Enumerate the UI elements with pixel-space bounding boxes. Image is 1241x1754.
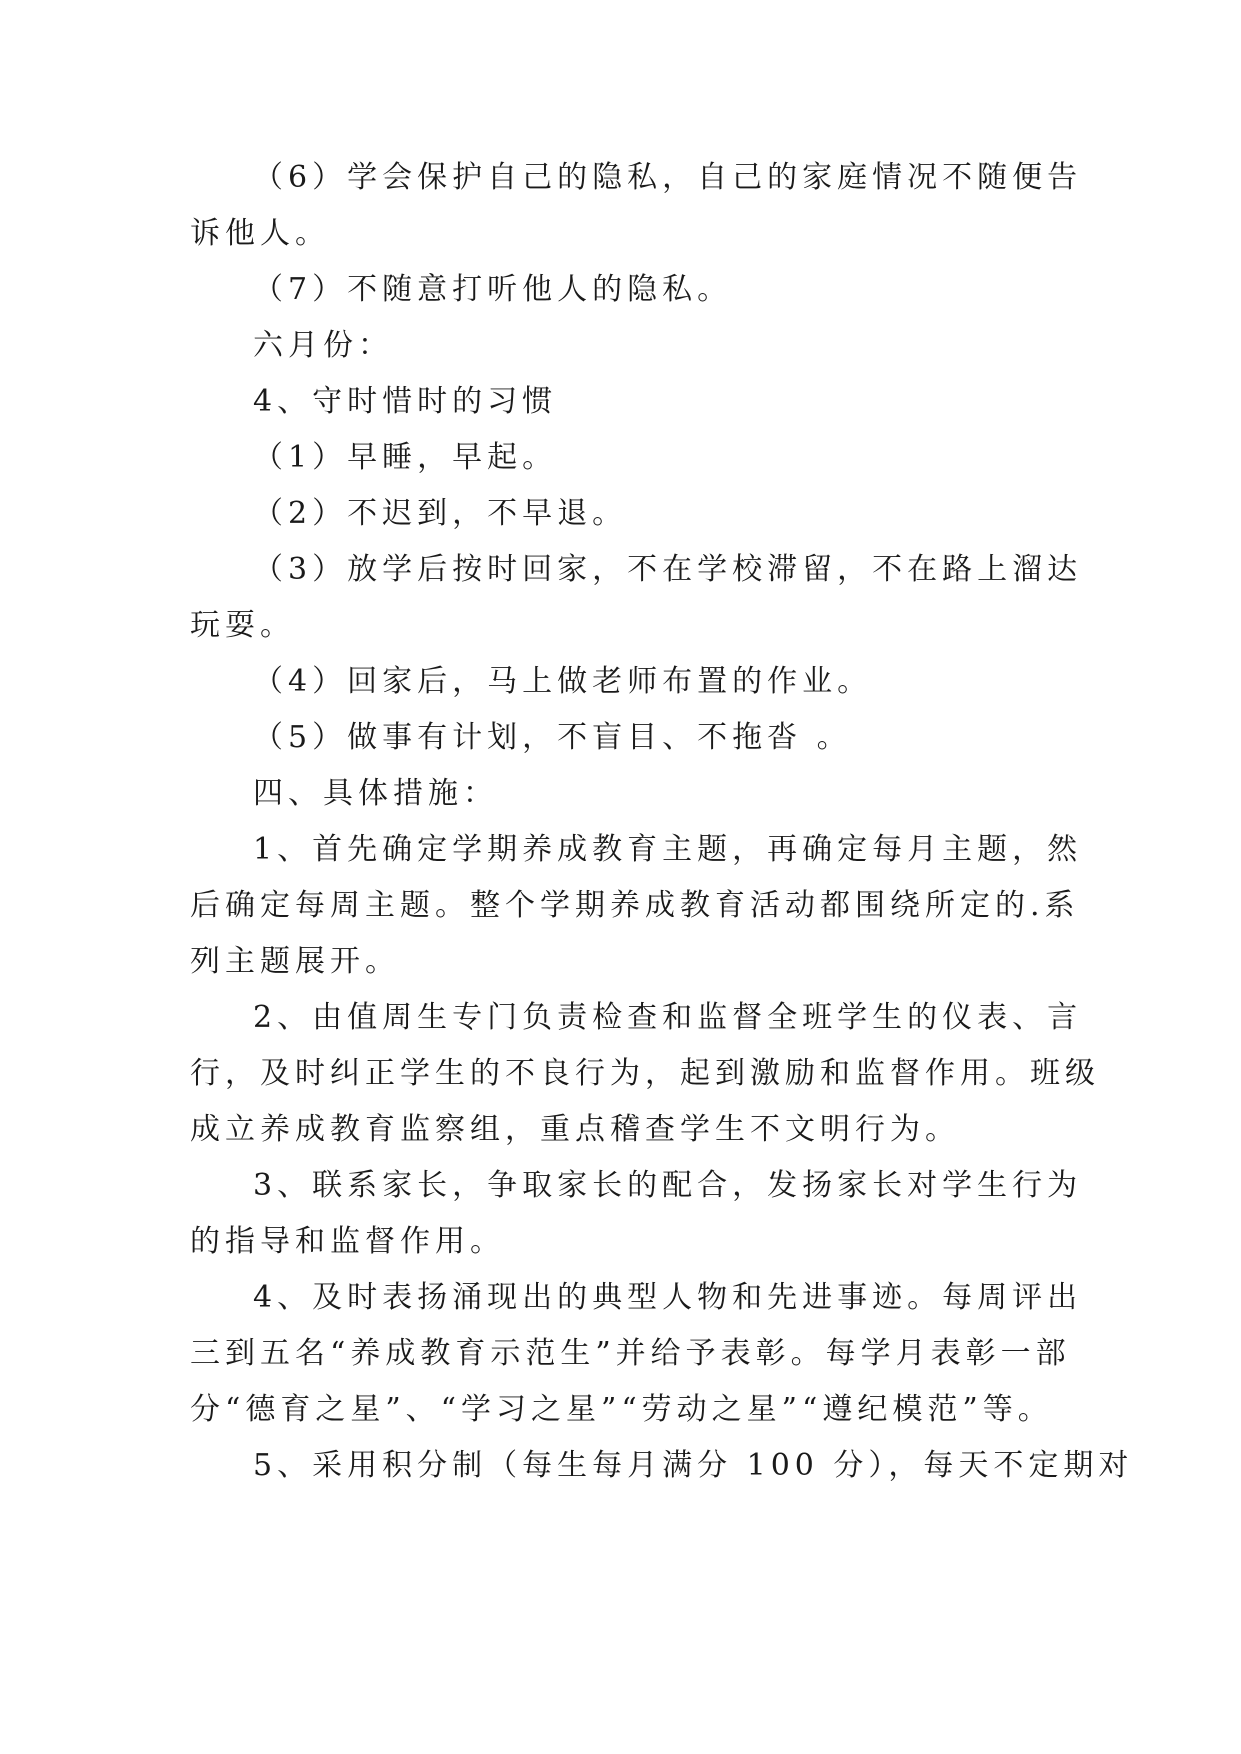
text-line: （4）回家后，马上做老师布置的作业。 (253, 664, 873, 699)
text-line: 六月份： (253, 328, 393, 363)
text-line: 后确定每周主题。整个学期养成教育活动都围绕所定的.系 (190, 888, 1080, 923)
text-line: 成立养成教育监察组，重点稽查学生不文明行为。 (190, 1112, 960, 1147)
text-line: 行，及时纠正学生的不良行为，起到激励和监督作用。班级 (190, 1056, 1100, 1091)
text-line: （1）早睡，早起。 (253, 440, 558, 475)
document-body (190, 150, 1134, 1494)
text-line: 诉他人。 (190, 216, 330, 251)
text-line: 1、首先确定学期养成教育主题，再确定每月主题，然 (253, 832, 1083, 867)
text-line: 4、守时惜时的习惯 (253, 384, 558, 419)
text-line: 玩耍。 (190, 608, 295, 643)
text-line: 5、采用积分制（每生每月满分 100 分），每天不定期对 (253, 1448, 1134, 1483)
text-line: 的指导和监督作用。 (190, 1224, 505, 1259)
text-line: 分“德育之星”、“学习之星”“劳动之星”“遵纪模范”等。 (190, 1392, 1053, 1427)
text-line: 3、联系家长，争取家长的配合，发扬家长对学生行为 (253, 1168, 1083, 1203)
text-line: （5）做事有计划，不盲目、不拖沓 。 (253, 720, 852, 755)
text-line: （6）学会保护自己的隐私，自己的家庭情况不随便告 (253, 160, 1083, 195)
text-line: （3）放学后按时回家，不在学校滞留，不在路上溜达 (253, 552, 1083, 587)
text-line: 4、及时表扬涌现出的典型人物和先进事迹。每周评出 (253, 1280, 1083, 1315)
text-line: （2）不迟到，不早退。 (253, 496, 628, 531)
text-line: 列主题展开。 (190, 944, 400, 979)
text-line: 四、具体措施： (253, 776, 498, 811)
text-line: 2、由值周生专门负责检查和监督全班学生的仪表、言 (253, 1000, 1083, 1035)
text-line: （7）不随意打听他人的隐私。 (253, 272, 733, 307)
text-line: 三到五名“养成教育示范生”并给予表彰。每学月表彰一部 (190, 1336, 1071, 1371)
